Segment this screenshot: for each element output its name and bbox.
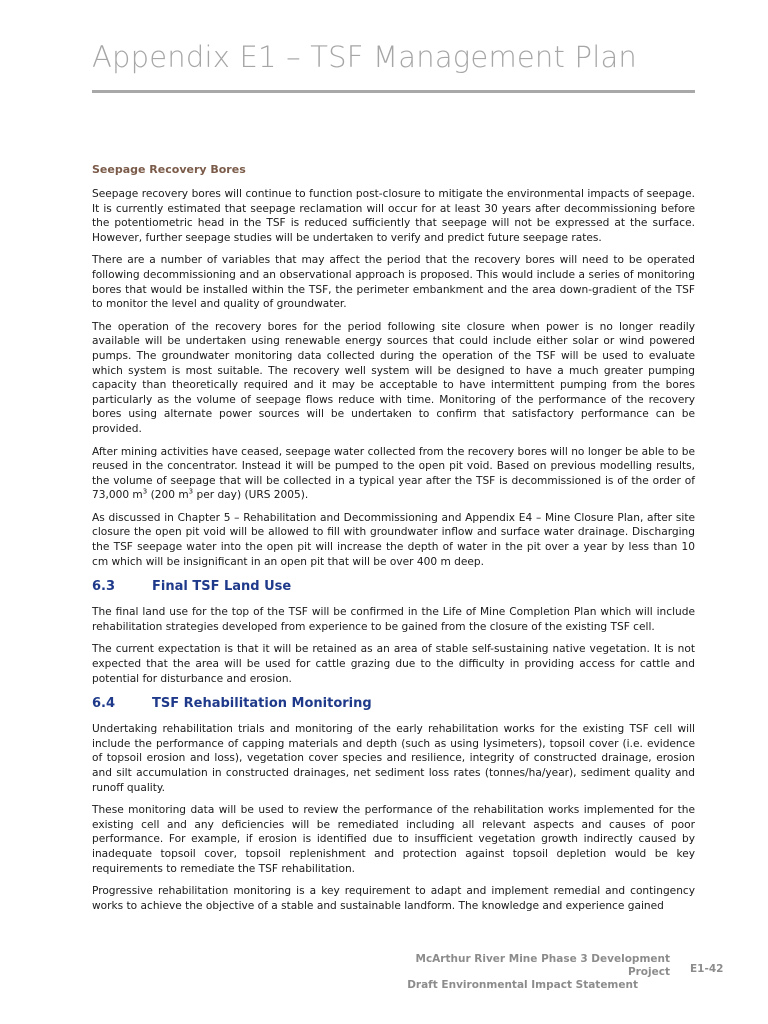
section-heading-final-tsf-land-use [92, 579, 695, 595]
page-footer [380, 953, 670, 992]
section-title: TSF Rehabilitation Monitoring [152, 696, 372, 712]
paragraph: The current expectation is that it will be retained as an area of stable self-sustaining native vegetation. It is not expected that the area will be used for cattle grazing due to the difficulty in providing access for cattle and potential for disturbance and erosion. [92, 643, 695, 685]
paragraph: As discussed in Chapter 5 – Rehabilitation and Decommissioning and Appendix E4 – Mine Closure Plan, after site closure the open pit void will be allowed to fill with groundwater inflow and surface water drainage. Discharging the TSF seepage water into the open pit will increase the depth of water in the pit over a year by less than 10 cm which will be insignificant in an open pit that will be over 400 m deep. [92, 511, 695, 568]
paragraph: Seepage recovery bores will continue to function post-closure to mitigate the environmental impacts of seepage. It is currently estimated that seepage reclamation will occur for at least 30 years after decommissioning before the potentiometric head in the TSF is reduced sufficiently that seepage will not be expressed at the surface. However, further seepage studies will be undertaken to verify and predict future seepage rates. [92, 188, 695, 244]
text-run: per day) (URS 2005). [193, 489, 309, 502]
paragraph: Progressive rehabilitation monitoring is a key requirement to adapt and implement remedial and contingency works to achieve the objective of a stable and sustainable landform. The knowledge and experience gained [92, 885, 695, 912]
paragraph-seepage-volume [92, 445, 695, 503]
text-run: (200 m [147, 489, 189, 502]
page-number: E1-42 [690, 963, 724, 975]
superscript: 3 [188, 487, 194, 496]
subheading-seepage-recovery-bores: Seepage Recovery Bores [92, 163, 246, 176]
superscript: 3 [142, 487, 148, 496]
paragraph: Undertaking rehabilitation trials and monitoring of the early rehabilitation works for the existing TSF cell will include the performance of capping materials and depth (such as using lysimeters), topsoil cover (i.e. evidence of topsoil erosion and loss), vegetation cover species and resilience, integrity of constructed drainage, erosion and silt accumulation in constructed drainages, net sediment loss rates (tonnes/ha/year), sediment quality and runoff quality. [92, 723, 695, 794]
page-header-title: Appendix E1 – TSF Management Plan [92, 40, 637, 74]
section-title: Final TSF Land Use [152, 579, 292, 595]
header-divider [92, 90, 695, 93]
section-heading-tsf-rehabilitation-monitoring [92, 696, 695, 712]
section-number: 6.3 [92, 579, 116, 595]
section-number: 6.4 [92, 696, 116, 712]
paragraph: These monitoring data will be used to review the performance of the rehabilitation works implemented for the existing cell and any deficiencies will be remediated including all relevant aspects and causes of poor performance. For example, if erosion is identified due to insufficient vegetation growth indirectly caused by inadequate topsoil cover, topsoil replenishment and protection against topsoil depletion would be key requirements to remediate the TSF rehabilitation. [92, 804, 695, 875]
paragraph: There are a number of variables that may affect the period that the recovery bores will need to be operated following decommissioning and an observational approach is proposed. This would include a series of monitoring bores that would be installed within the TSF, the perimeter embankment and the area down-gradient of the TSF to monitor the level and quality of groundwater. [92, 254, 695, 311]
text-run: After mining activities have ceased, seepage water collected from the recovery bores will no longer be able to be reused in the concentrator. Instead it will be pumped to the open pit void. Based on previous modelling results, the volume of seepage that will be collected in a typical year after the TSF is decommissioned is of the order of 73,000 m [92, 445, 695, 502]
document-body [92, 162, 695, 921]
paragraph: The operation of the recovery bores for the period following site closure when power is no longer readily available will be undertaken using renewable energy sources that could include either solar or wind powered pumps. The groundwater monitoring data collected during the operation of the TSF will be used to evaluate which system is most suitable. The recovery well system will be designed to have a much greater pumping capacity than theoretically required and it may be acceptable to have intermittent pumping from the bores particularly as the volume of seepage flows reduce with time. Monitoring of the performance of the recovery bores using alternate power sources will be undertaken to confirm that satisfactory performance can be provided. [92, 320, 695, 435]
paragraph: The final land use for the top of the TSF will be confirmed in the Life of Mine Completion Plan which will include rehabilitation strategies developed from experience to be gained from the closure of the existing TSF cell. [92, 606, 695, 633]
footer-document-type: Draft Environmental Impact Statement [407, 979, 638, 991]
footer-project-name: McArthur River Mine Phase 3 Development Project [415, 953, 670, 978]
